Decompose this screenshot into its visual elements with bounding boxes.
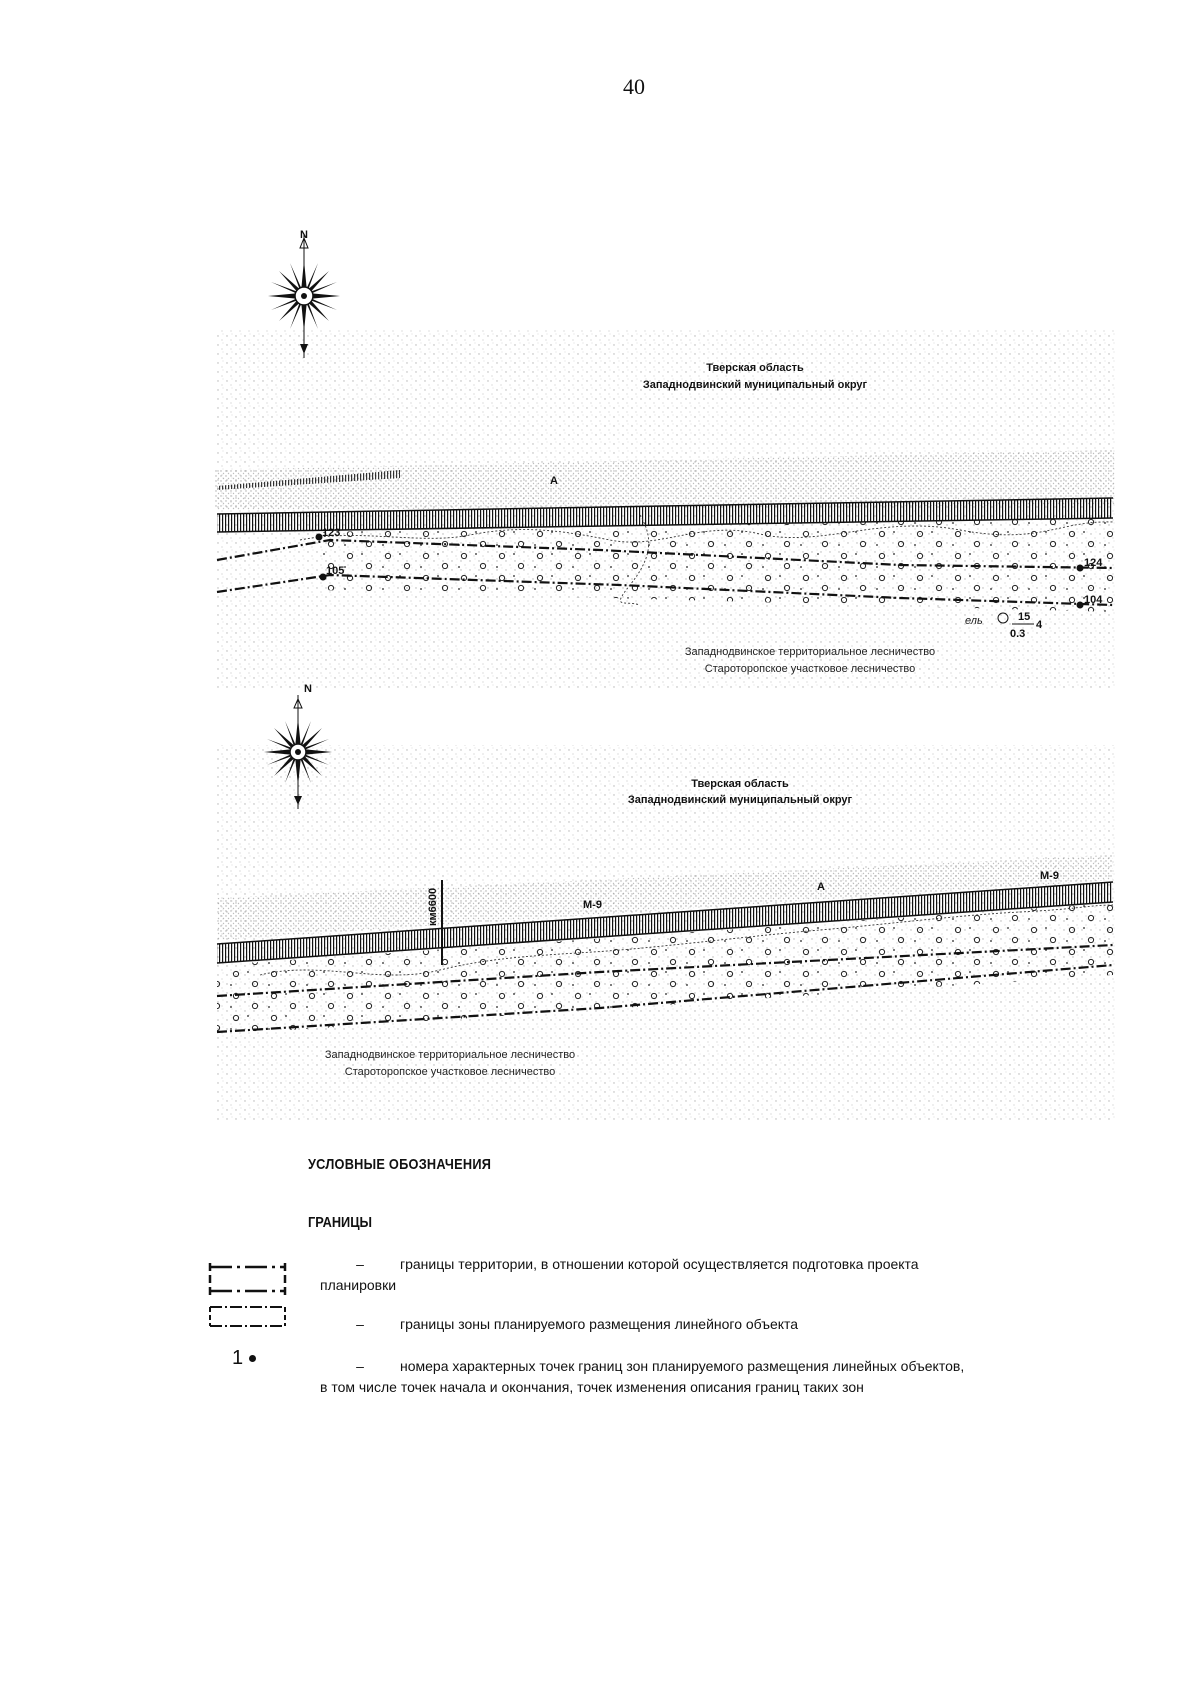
legend-dash: – [356,1256,364,1272]
legend-symbol-territory-boundary [210,1263,285,1295]
point-label-104: 104 [1084,594,1103,606]
legend-item-text: границы территории, в отношении которой осуществляется подготовка проекта [400,1256,919,1272]
legend-item-territory-boundary [320,1254,1020,1296]
point-label-124: 124 [1084,557,1103,569]
map-1 [215,229,1115,690]
map1-region-line1: Тверская область [706,362,804,374]
road-label-a: А [550,475,558,487]
map2-region-line2: Западнодвинский муниципальный округ [627,794,853,806]
legend-dash: – [356,1358,364,1374]
compass-north-label: N [300,229,308,241]
map2-forestry-line2: Старотoропское участковое лесничество [344,1066,556,1078]
tree-denominator: 0.3 [1010,628,1026,640]
legend-item-zone-boundary [320,1314,1020,1335]
legend-title: УСЛОВНЫЕ ОБОЗНАЧЕНИЯ [308,1156,492,1173]
point-label-123: 123 [322,527,341,539]
legend-symbol-point [232,1347,256,1370]
map1-forestry-line1: Западнодвинское территориальное лесничество [684,646,936,658]
map1-forestry-line2: Старотoропское участковое лесничество [704,663,916,675]
legend-item-points [320,1356,1020,1398]
compass-north-label-2: N [304,683,312,695]
legend-dash: – [356,1316,364,1332]
legend-item-text-cont: планировки [320,1277,397,1293]
legend-item-text: номера характерных точек границ зон планируемого размещения линейных объектов, [400,1358,965,1374]
point-104-marker [1077,602,1084,609]
map-2 [215,683,1115,1120]
tree-numerator: 15 [1018,611,1031,623]
legend-symbol-zone-boundary [210,1307,285,1326]
page-number: 40 [623,74,645,99]
legend-item-text: границы зоны планируемого размещения линейного объекта [400,1316,799,1332]
point-dot-icon [249,1355,256,1362]
map1-region-line2: Западнодвинский муниципальный округ [642,379,868,391]
tree-suffix: 4 [1036,619,1043,631]
legend-item-text-cont: в том числе точек начала и окончания, точек изменения описания границ таких зон [320,1379,864,1395]
road2-label-a: А [817,881,825,893]
legend-section-boundaries: ГРАНИЦЫ [308,1214,372,1231]
map2-forestry-line1: Западнодвинское территориальное лесничество [324,1049,576,1061]
tree-species-label: ель [965,615,983,627]
point-label-105: 105 [326,565,345,577]
legend-point-number: 1 [232,1347,244,1369]
km-post-label: км6600 [427,887,439,926]
point-124-marker [1077,565,1084,572]
map2-region-line1: Тверская область [691,778,789,790]
road2-label-left: М-9 [583,899,602,911]
road2-label-right: М-9 [1040,870,1059,882]
